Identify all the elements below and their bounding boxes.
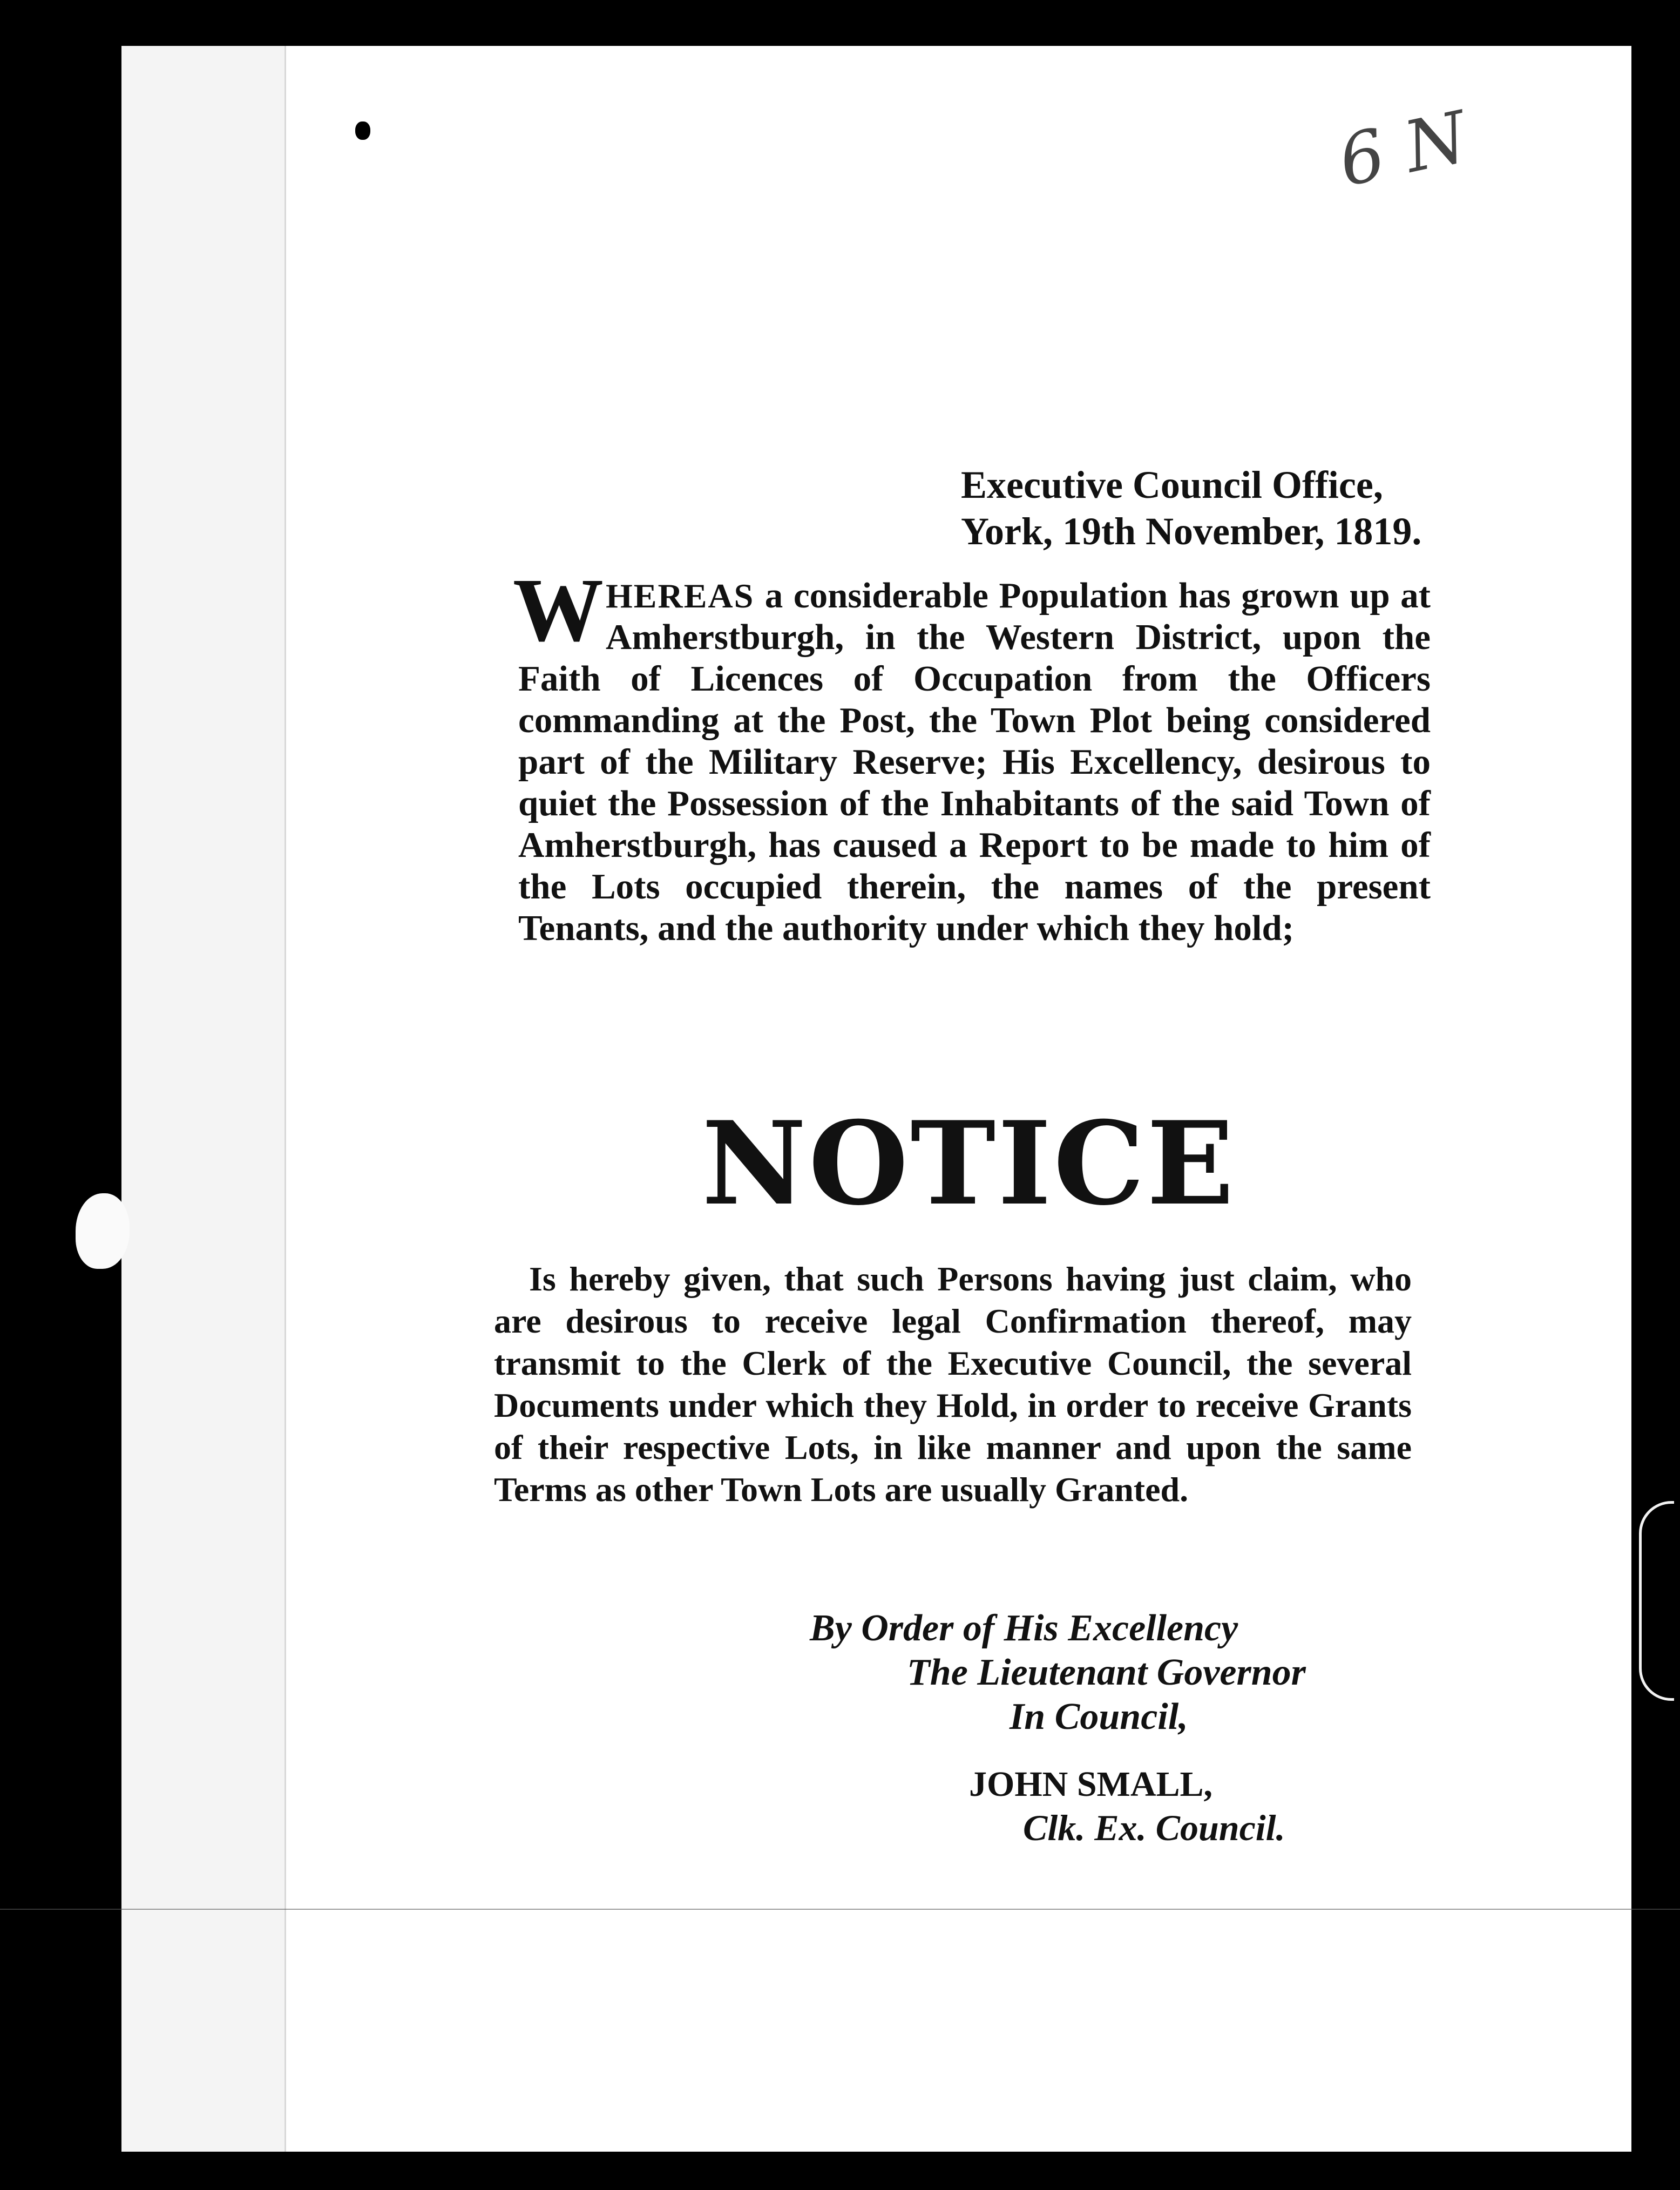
signature-block (969, 1763, 1401, 1849)
preamble-text: a considerable Population has grown up at Amherstburgh, in the Western District, upon the Faith of Licences of Occupation from the Officers commanding at the Post, the Town Plot being considered part of the Military Reserve; His Excellency, desirous to quiet the Possession of the Inhabitants of the said Town of Amherstburgh, has caused a Report to be made to him of the Lots occupied therein, the names of the present Tenants, and the authority under which they hold; (518, 576, 1431, 948)
signatory-title: Clk. Ex. Council. (1023, 1807, 1285, 1848)
preamble-paragraph (513, 560, 1431, 949)
page-fold-line (284, 46, 286, 2152)
preamble-caps-word: HEREAS (606, 577, 755, 615)
scan-artifact-line (0, 1909, 1680, 1910)
signatory-name: JOHN SMALL, (969, 1765, 1213, 1804)
page-curl-mark (1639, 1501, 1674, 1701)
authority-block (810, 1606, 1350, 1739)
drop-cap: W (513, 560, 604, 660)
notice-body: Is hereby given, that such Persons having just claim, who are desirous to receive legal Confirmation thereof, may transmit to the Clerk of the Executive Council, the several Documents under which they Hold, in order to receive Grants of their respective Lots, in like manner and upon the same Terms as other Town Lots are usually Granted. (494, 1260, 1412, 1509)
authority-line-3: In Council, (1010, 1696, 1188, 1738)
dateline-date: York, 19th November, 1819. (961, 510, 1422, 553)
handwritten-folio-mark: 6 N (1331, 95, 1474, 203)
dateline-office: Executive Council Office, (961, 463, 1383, 506)
ink-dot (355, 121, 370, 140)
authority-line-2: The Lieutenant Governor (907, 1652, 1306, 1693)
notice-title: NOTICE (702, 1096, 1236, 1231)
paper-damage-blot (76, 1193, 130, 1269)
authority-line-1: By Order of His Excellency (810, 1607, 1238, 1649)
dateline (961, 462, 1501, 555)
page-margin-strip (121, 46, 286, 2152)
